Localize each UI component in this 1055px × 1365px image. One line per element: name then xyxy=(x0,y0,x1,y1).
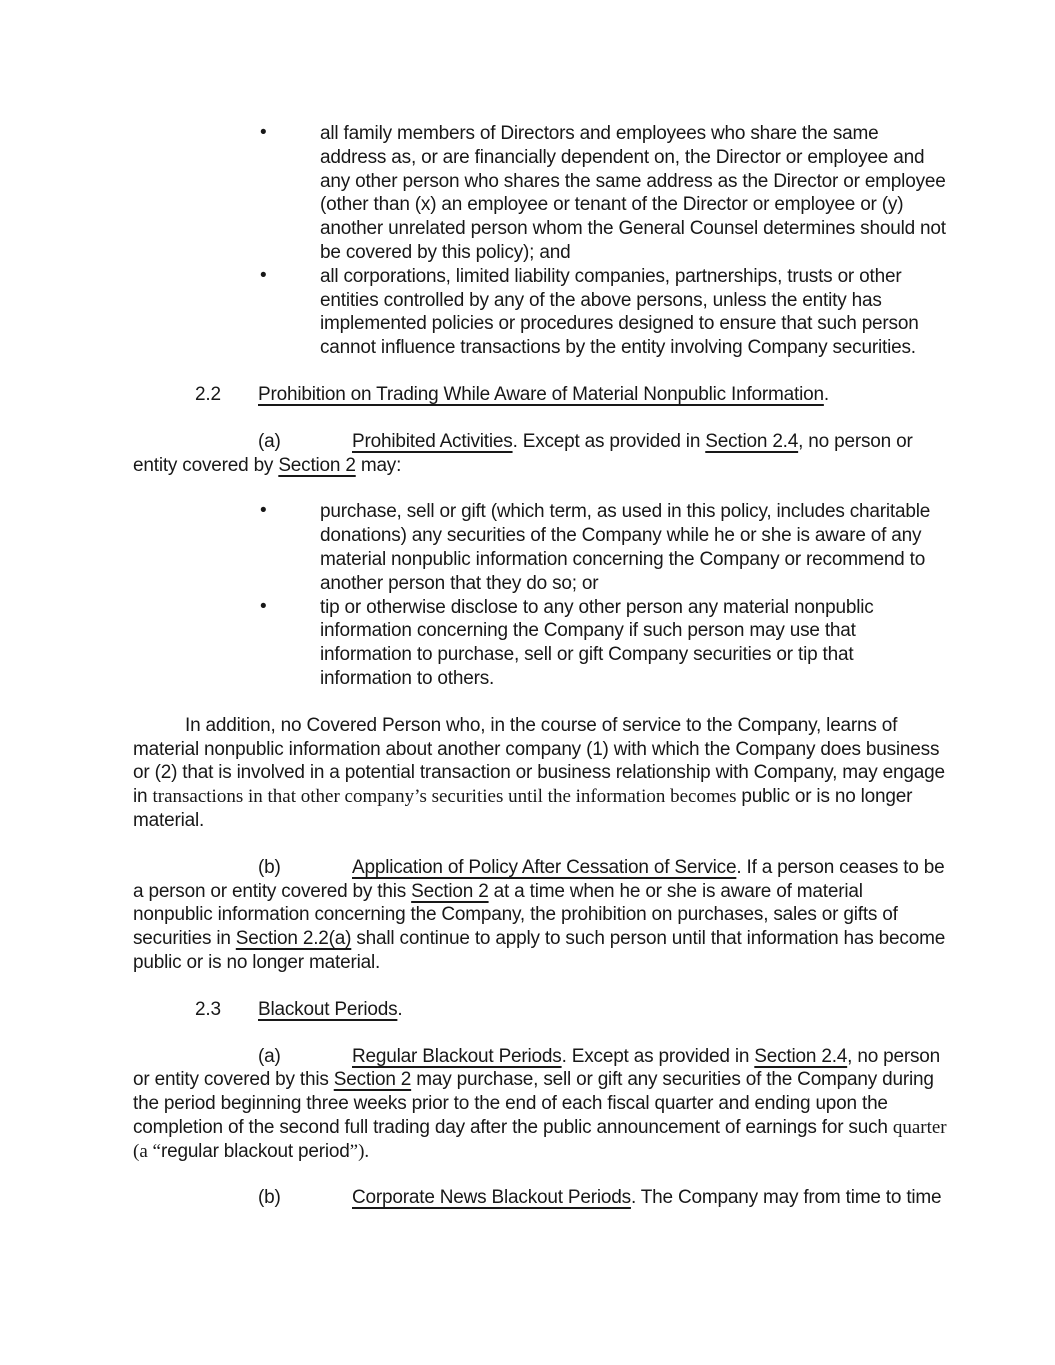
paragraph-2-2-b xyxy=(133,856,947,975)
bullet-item-text: tip or otherwise disclose to any other person any material nonpublic information concerning the Company if such person may use that information to purchase, sell or gift Company securities or tip that information to others. xyxy=(320,596,874,689)
bullet-icon: • xyxy=(260,595,267,617)
section-number: 2.3 xyxy=(195,998,221,1020)
bullet-list-prohibited-activities xyxy=(133,500,947,690)
bullet-item-text: all family members of Directors and employees who share the same address as, or are financially dependent on, the Director or employee and any other person who shares the same address as the Director or employee (other than (x) an employee or tenant of the Director or employee or (y) another unrelated person whom the General Counsel determines should not be covered by this policy); and xyxy=(320,123,946,263)
paragraph-label: (b) xyxy=(258,856,281,878)
bullet-item-purchase-sell-gift xyxy=(133,500,947,595)
paragraph-text: Application of Policy After Cessation of Service. If a person ceases to be a person or entity covered by this Section 2 at a time when he or she is aware of material nonpublic information concerning the Company, the prohibition on purchases, sales or gifts of securities in Section 2.2(a) shall continue to apply to such person until that information has become public or is no longer material. xyxy=(133,856,946,973)
bullet-item-controlled-entities xyxy=(133,265,947,360)
paragraph-text: Corporate News Blackout Periods. The Company may from time to time xyxy=(352,1187,942,1209)
bullet-item-family-members xyxy=(133,122,947,265)
section-heading-2-2 xyxy=(133,383,947,407)
section-title: Prohibition on Trading While Aware of Material Nonpublic Information. xyxy=(258,383,829,405)
paragraph-label: (b) xyxy=(258,1187,281,1209)
bullet-icon: • xyxy=(260,122,267,143)
paragraph-2-2-a xyxy=(133,430,947,478)
bullet-list-covered-persons xyxy=(133,122,947,360)
bullet-item-text: all corporations, limited liability companies, partnerships, trusts or other entities controlled by any of the above persons, unless the entity has implemented policies or procedures designed to ensure that such person cannot influence transactions by the entity involving Company securities. xyxy=(320,265,919,359)
paragraph-label: (a) xyxy=(258,430,281,452)
bullet-icon: • xyxy=(260,264,267,286)
section-heading-2-3 xyxy=(133,998,947,1022)
paragraph-label: (a) xyxy=(258,1045,281,1067)
bullet-item-text: purchase, sell or gift (which term, as used in this policy, includes charitable donations) any securities of the Company while he or she is aware of any material nonpublic information concerning the Company or recommend to another person that they do so; or xyxy=(320,501,931,594)
bullet-item-tipping xyxy=(133,596,947,691)
section-title: Blackout Periods. xyxy=(258,998,403,1020)
paragraph-text: Regular Blackout Periods. Except as provided in Section 2.4, no person or entity covered by this Section 2 may purchase, sell or gift any securities of the Company during the period beginning three weeks prior to the end of each fiscal quarter and ending upon the completion of the second full trading day after the public announcement of earnings for such quarter (a “regular blackout period”). xyxy=(133,1045,947,1162)
paragraph-text: Prohibited Activities. Except as provided in Section 2.4, no person or entity covered by Section 2 may: xyxy=(133,430,913,476)
paragraph-2-3-b xyxy=(133,1186,947,1210)
bullet-icon: • xyxy=(260,500,267,522)
section-number: 2.2 xyxy=(195,383,221,405)
paragraph-in-addition xyxy=(133,714,947,833)
paragraph-2-3-a xyxy=(133,1045,947,1164)
paragraph-text: In addition, no Covered Person who, in the course of service to the Company, learns of material nonpublic information about another company (1) with which the Company does business or (2) that is involved in a potential transaction or business relationship with Company, may engage in transactions in that other company’s securities until the information becomes public or is no longer material. xyxy=(133,714,945,831)
